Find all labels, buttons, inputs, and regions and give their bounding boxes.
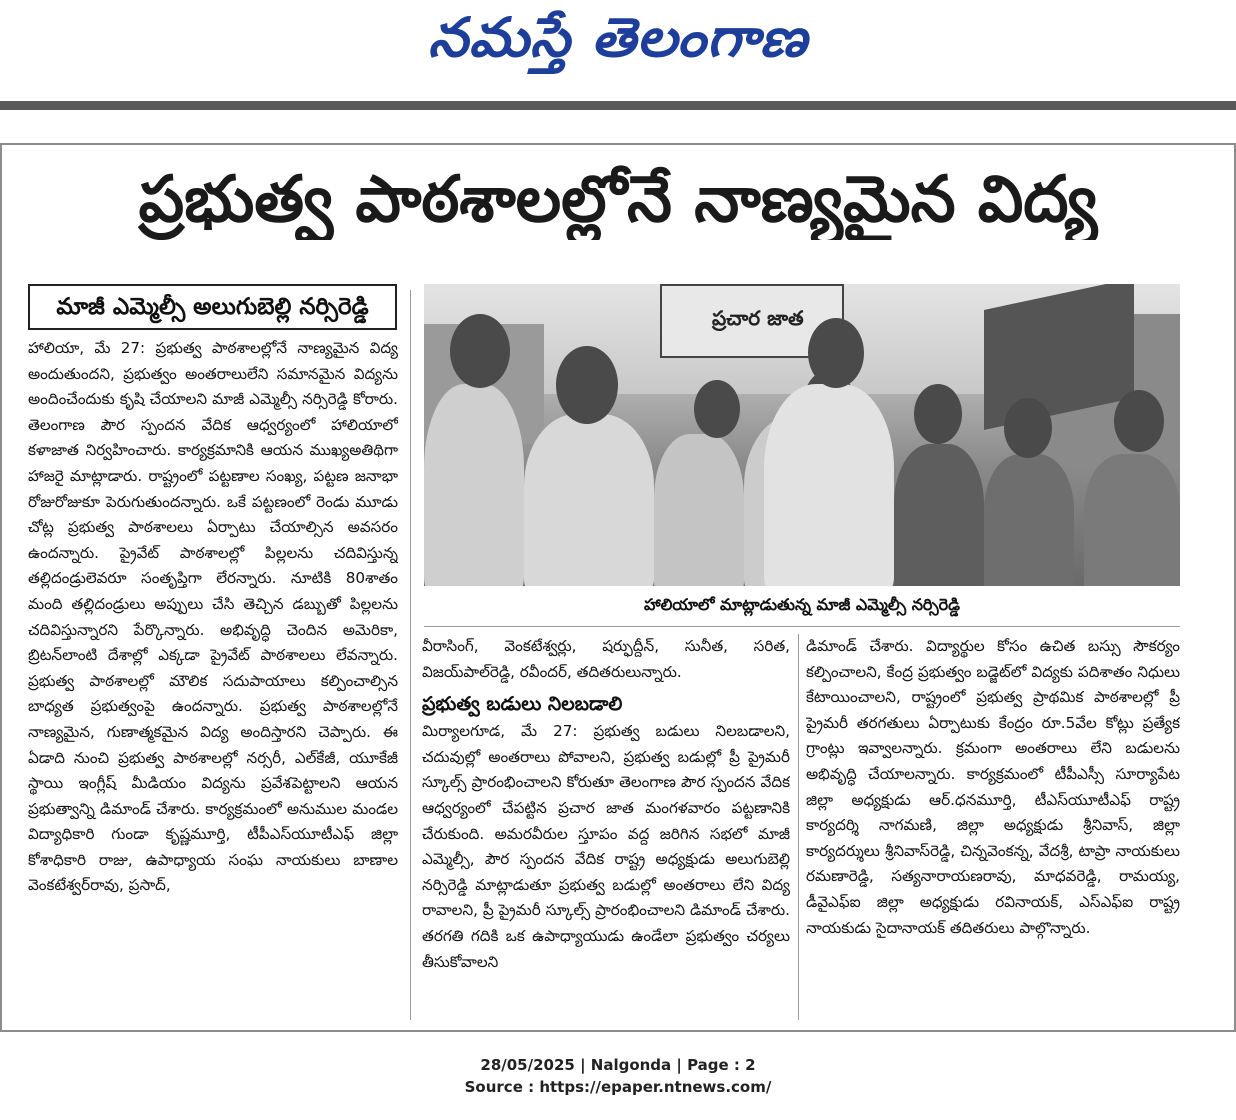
- photo-person-head: [556, 346, 618, 424]
- clipping-border: [0, 1030, 1236, 1032]
- photo-person: [524, 414, 654, 586]
- article-column-3: డిమాండ్ చేశారు. విద్యార్థుల కోసం ఉచిత బస్సు సౌకర్యం కల్పించాలని, కేంద్ర ప్రభుత్వం బడ్జెట్‌లో విద్యకు పదిశాతం నిధులు కేటాయించాలని, రాష్ట్రంలో ప్రభుత్వ ప్రాథమిక పాఠశాలల్లో ప్రీ ప్రైమరీ తరగతులు ఏర్పాటుకు కేంద్రం రూ.5వేల కోట్లు ప్రత్యేక గ్రాంట్లు ఇవ్వాలన్నారు. క్రమంగా అంతరాలు లేని బడులను అభివృద్ధి చేయాలన్నారు. కార్యక్రమంలో టీపీఎస్సీ సూర్యాపేట జిల్లా అధ్యక్షుడు ఆర్.ధనమూర్తి, టీఎస్‌యూటీఎఫ్ రాష్ట్ర కార్యదర్శి నాగమణి, జిల్లా అధ్యక్షుడు శ్రీనివాస్, జిల్లా కార్యదర్శులు శ్రీనివాస్‌రెడ్డి, చిన్నవెంకన్న, వేదశ్రీ, టాప్రా నాయకులు రమణారెడ్డి, సత్యనారాయణరావు, మాధవరెడ్డి, రామయ్య, డీవైఎఫ్ఐ జిల్లా అధ్యక్షుడు రవినాయక్, ఎస్ఎఫ్ఐ రాష్ట్ర నాయకుడు సైదానాయక్ తదితరులు పాల్గొన్నారు.: [806, 637, 1180, 937]
- clipping-border: [0, 143, 2, 1031]
- photo-person: [1084, 454, 1180, 586]
- column-divider: [410, 290, 411, 1020]
- footer-date-edition: 28/05/2025 | Nalgonda | Page : 2: [480, 1056, 756, 1074]
- photo-caption: హాలియాలో మాట్లాడుతున్న మాజీ ఎమ్మెల్సీ నర్సిరెడ్డి: [644, 595, 960, 614]
- article-headline: ప్రభుత్వ పాఠశాలల్లోనే నాణ్యమైన విద్య: [138, 163, 1098, 237]
- section-heading: ప్రభుత్వ బడులు నిలబడాలి: [422, 693, 623, 716]
- article-column-2: [422, 634, 790, 1024]
- column-divider: [798, 634, 799, 1020]
- photo-person: [894, 444, 984, 586]
- masthead: [0, 0, 1236, 100]
- masthead-rule: [0, 101, 1236, 110]
- column-2-body: మిర్యాలగూడ, మే 27: ప్రభుత్వ బడులు నిలబడాలని, చదువుల్లో అంతరాలు పోవాలని, ప్రభుత్వ బడుల్లో ప్రీ ప్రైమరీ స్కూల్స్ ప్రారంభించాలని కోరుతూ తెలంగాణ పౌర స్పందన వేదిక ఆధ్వర్యంలో చేపట్టిన ప్రచార జాత మంగళవారం పట్టణానికి చేరుకుంది. అమరవీరుల స్తూపం వద్ద జరిగిన సభలో మాజీ ఎమ్మెల్సీ, పౌర స్పందన వేదిక రాష్ట్ర అధ్యక్షుడు అలుగుబెల్లి నర్సిరెడ్డి మాట్లాడుతూ ప్రభుత్వ బడుల్లో అంతరాలు లేని విద్య రావాలని, ప్రీ ప్రైమరీ స్కూల్స్ ప్రారంభించాలని డిమాండ్ చేశారు. తరగతి గదికి ఒక ఉపాధ్యాయుడు ఉండేలా ప్రభుత్వం చర్యలు తీసుకోవాలని: [422, 722, 790, 971]
- photo-person-head: [450, 314, 510, 388]
- photo-person: [424, 384, 524, 586]
- photo-person-head: [914, 384, 962, 444]
- photo-person-head: [1114, 390, 1164, 452]
- footer-source: Source : https://epaper.ntnews.com/: [464, 1078, 772, 1096]
- photo-person-head: [808, 318, 864, 388]
- photo-person-head: [1004, 398, 1052, 458]
- article-photo: [424, 284, 1180, 586]
- column-2-continuation: వీరాసింగ్, వెంకటేశ్వర్లు, షర్ఫుద్దీన్, సునీత, సరిత, విజయ్‌పాల్‌రెడ్డి, రవీందర్, తదితరులున్నారు.: [422, 637, 790, 681]
- photo-person: [984, 454, 1074, 586]
- caption-rule: [424, 626, 1180, 627]
- photo-person-speaker: [764, 384, 894, 586]
- newspaper-logo: నమస్తే తెలంగాణ: [428, 6, 808, 69]
- clipping-border: [0, 143, 1236, 145]
- photo-banner-text: ప్రచార జాత: [712, 306, 804, 330]
- article-column-1: హాలియా, మే 27: ప్రభుత్వ పాఠశాలల్లోనే నాణ్యమైన విద్య అందుతుందని, ప్రభుత్వం అంతరాలులేని సమానమైన విద్యను అందించేందుకు కృషి చేయాలని మాజీ ఎమ్మెల్సీ నర్సిరెడ్డి కోరారు. తెలంగాణ పౌర స్పందన వేదిక ఆధ్వర్యంలో హాలియాలో కళాజాత నిర్వహించారు. కార్యక్రమానికి ఆయన ముఖ్యఅతిథిగా హాజరై మాట్లాడారు. రాష్ట్రంలో పట్టణాల సంఖ్య, పట్టణ జనాభా రోజురోజుకూ పెరుగుతుందన్నారు. ఒకే పట్టణంలో రెండు మూడు చోట్ల ప్రభుత్వ పాఠశాలలు ఏర్పాటు చేయాల్సిన అవసరం ఉందన్నారు. ప్రైవేట్ పాఠశాలల్లో పిల్లలను చదివిస్తున్న తల్లిదండ్రులెవరూ సంతృప్తిగా లేరన్నారు. నూటికి 80శాతం మంది తల్లిదండ్రులు అప్పులు చేసి తెచ్చిన డబ్బుతో పిల్లలను చదివిస్తున్నారని పేర్కొన్నారు. అభివృద్ధి చెందిన అమెరికా, బ్రిటన్‌లాంటి దేశాల్లో ఎక్కడా ప్రైవేట్ పాఠశాలలు లేవన్నారు. ప్రభుత్వ పాఠశాలల్లో మౌలిక సదుపాయాలు కల్పించాల్సిన బాధ్యత ప్రభుత్వంపై ఉందన్నారు. ప్రభుత్వ పాఠశాలల్లోనే నాణ్యమైన, గుణాత్మకమైన విద్య అందిస్తారని చెప్పారు. ఈ ఏడాది నుంచి ప్రభుత్వ పాఠశాలల్లో నర్సరీ, ఎల్‌కేజీ, యూకేజీ స్థాయి ఇంగ్లీష్ మీడియం విద్యను ప్రవేశపెట్టాలని ఆయన ప్రభుత్వాన్ని డిమాండ్ చేశారు. కార్యక్రమంలో అనుముల మండల విద్యాధికారి గుండా కృష్ణమూర్తి, టీపీఎస్‌యూటీఎఫ్ జిల్లా కోశాధికారి రాజు, ఉపాధ్యాయ సంఘ నాయకులు బాణాల వెంకటేశ్వర్‌రావు, ప్రసాద్,: [28, 339, 398, 895]
- article-subhead: మాజీ ఎమ్మెల్సీ అలుగుబెల్లి నర్సిరెడ్డి: [28, 284, 397, 330]
- page-footer: [0, 1054, 1236, 1098]
- photo-person: [654, 434, 744, 586]
- photo-person-head: [694, 380, 740, 438]
